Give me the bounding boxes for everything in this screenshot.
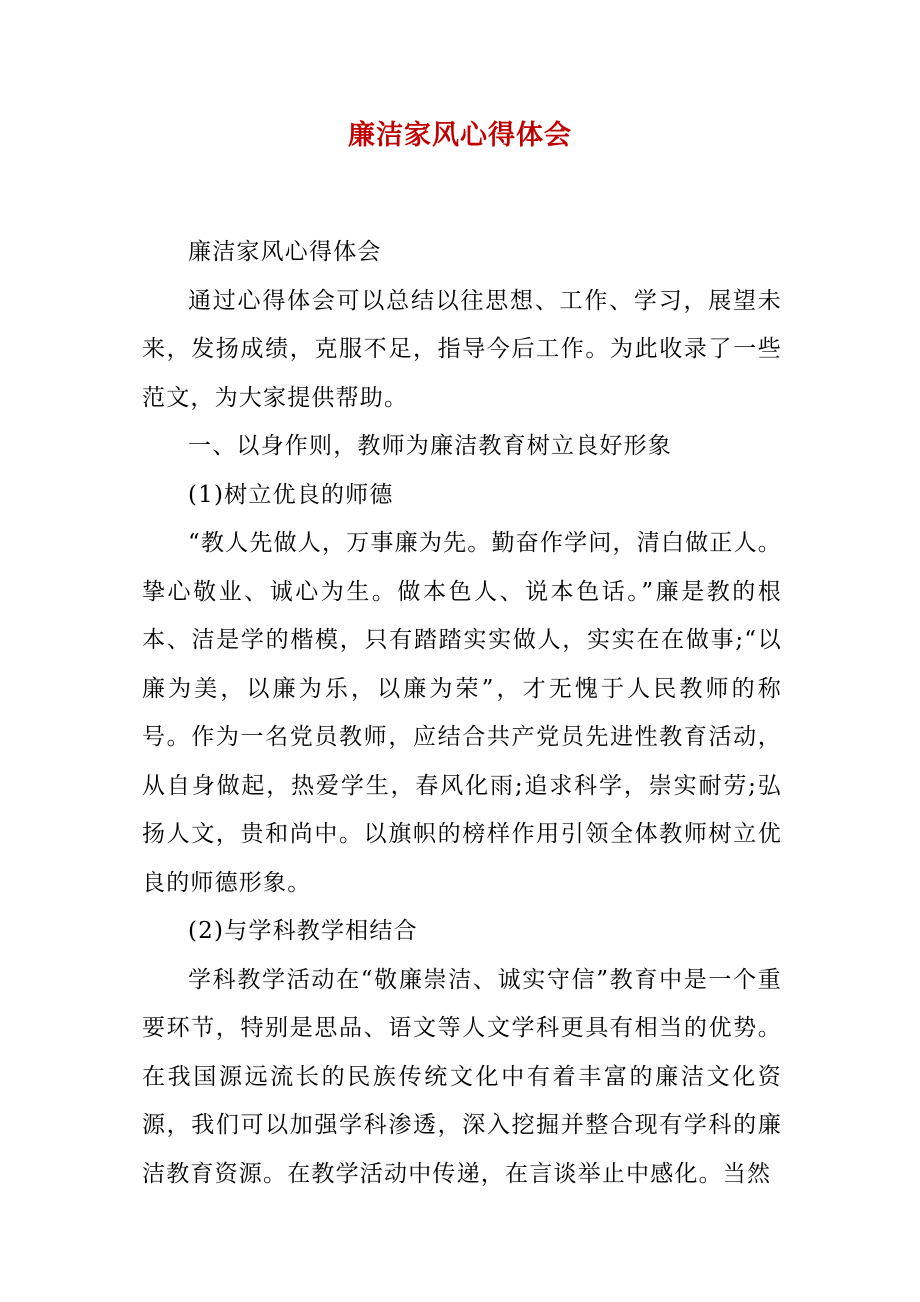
document-body (142, 228, 782, 1198)
subsection-heading: (2)与学科教学相结合 (188, 918, 418, 944)
paragraph: “教人先做人，万事廉为先。勤奋作学问，清白做正人。挚心敬业、诚心为生。做本色人、说本色话。”廉是教的根本、洁是学的楷模，只有踏踏实实做人，实实在在做事;“以廉为美，以廉为乐，以廉为荣”，才无愧于人民教师的称号。作为一名党员教师，应结合共产党员先进性教育活动，从自身做起，热爱学生，春风化雨;追求科学，崇实耐劳;弘扬人文，贵和尚中。以旗帜的榜样作用引领全体教师树立优良的师德形象。 (142, 530, 782, 896)
subheading: 廉洁家风心得体会 (188, 239, 382, 265)
paragraph: 学科教学活动在“敬廉崇洁、诚实守信”教育中是一个重要环节，特别是思品、语文等人文学科更具有相当的优势。在我国源远流长的民族传统文化中有着丰富的廉洁文化资源，我们可以加强学科渗透，深入挖掘并整合现有学科的廉洁教育资源。在教学活动中传递，在言谈举止中感化。当然 (142, 966, 782, 1187)
section-heading: 一、以身作则，教师为廉洁教育树立良好形象 (188, 433, 672, 459)
paragraph: 通过心得体会可以总结以往思想、工作、学习，展望未来，发扬成绩，克服不足，指导今后工作。为此收录了一些范文，为大家提供帮助。 (142, 287, 782, 411)
document-title: 廉洁家风心得体会 (348, 120, 572, 151)
subsection-heading: (1)树立优良的师德 (188, 481, 394, 508)
